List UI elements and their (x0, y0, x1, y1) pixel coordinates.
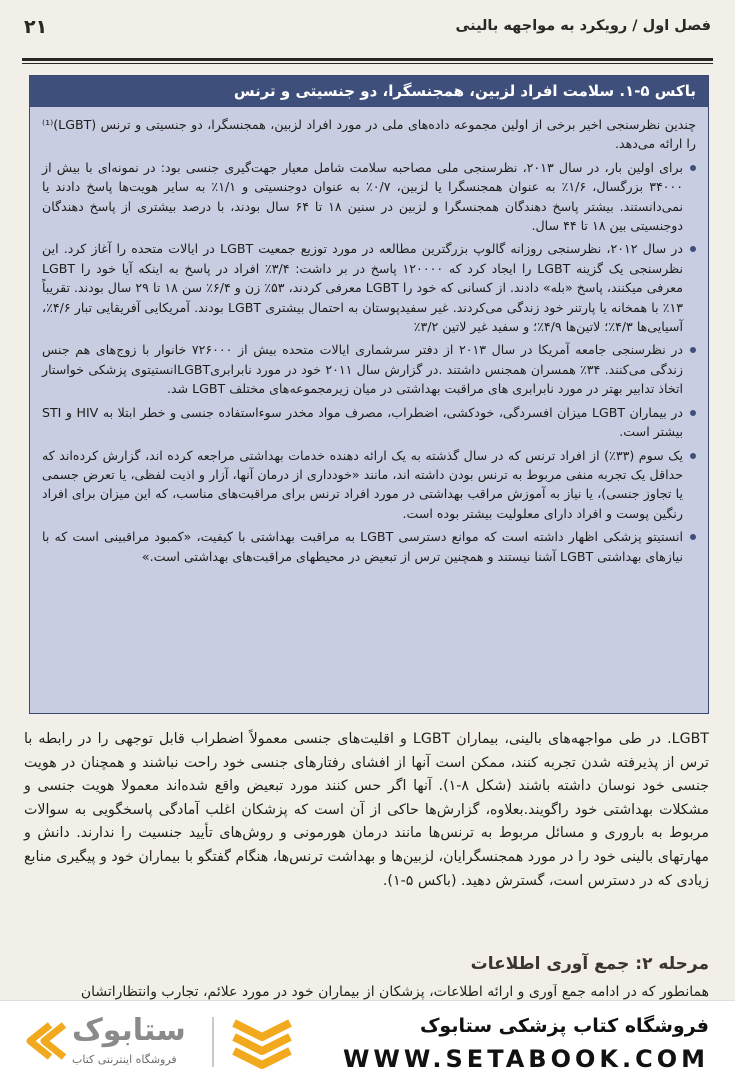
store-logo[interactable] (20, 1011, 300, 1073)
bullet-text: در سال ۲۰۱۲، نظرسنجی روزانه گالوپ بزرگترین مطالعه در مورد توزیع جمعیت LGBT در ایالات متحده را آغاز کرد. این نظرسنجی یک گزینه LGBT را ایجاد کرد که ۱۲۰۰۰۰ پاسخ در بر داشت: ۳/۴٪ افراد در پاسخ به اینکه آیا خود را LGBT معرفی میکنند، پاسخ «بله» دادند. از کسانی که خود را LGBT معرفی کردند، ۵۳٪ زن و ۶/۴٪ سن ۱۸ تا ۲۹ سال بودند. تقریباً ۱۳٪ با همخانه یا پارتنر خود زندگی می‌کردند. غیر سفیدپوستان به احتمال بیشتری LGBT بودند. آمریکایی آفریقایی تبار ۴/۶٪، آسیایی‌ها ۴/۳٪؛ لاتین‌ها ۴/۹٪؛ و سفید غیر لاتین ۳/۲٪ (42, 241, 683, 335)
bullet-text: در بیماران LGBT میزان افسردگی، خودکشی، اضطراب، مصرف مواد مخدر سوءاستفاده جنسی و خطر ابتلا به HIV و STI بیشتر است. (42, 404, 683, 440)
page-header (24, 12, 711, 52)
bullet-dot-icon (690, 165, 696, 171)
book-stack-icon (230, 1015, 294, 1069)
bullet-item (42, 239, 696, 336)
bullet-text: در نظرسنجی جامعه آمریکا در سال ۲۰۱۳ از دفتر سرشماری ایالات متحده بیش از ۷۲۶۰۰۰ خانوار با زوج‌های هم جنس زندگی می‌کنند. ۳۴٪ همسران همجنس داشتند .در گزارش سال ۲۰۱۱ خود در مورد نابرابریLGBTانستیتوی پزشکی خواستار اتخاذ تدابیر بهتر در مورد نابرابری های مراقبت بهداشتی در میان زیرمجموعه‌های مختلف LGBT شد. (42, 342, 683, 397)
bullet-dot-icon (690, 453, 696, 459)
store-url-link[interactable]: WWW.SETABOOK.COM (342, 1045, 709, 1073)
page-number: ۲۱ (24, 16, 48, 38)
chevrons-icon (20, 1021, 66, 1061)
bullet-item (42, 158, 696, 236)
main-text (24, 728, 709, 893)
bullet-item (42, 446, 696, 524)
box-bullet-list (42, 158, 696, 566)
header-rule-thin (22, 63, 713, 64)
bullet-dot-icon (690, 347, 696, 353)
body-paragraph: LGBT. در طی مواجهه‌های بالینی، بیماران LGBT و اقلیت‌های جنسی معمولاً اضطراب قابل توجهی را در رابطه با ترس از پذیرفته شدن تجربه کنند، ممکن است آنها از افشای رفتارهای جنسی خود راحت نباشند و همچنان در هویت جنسی خود نوسان داشته باشند (شکل ۸-۱). آنها اگر حس کنند مورد تبعیض واقع شده‌اند معمولا هویت جنسی و مشکلات بهداشتی خود راگویند.بعلاوه، گزارش‌ها حاکی از آن است که پزشکان اغلب آمادگی پاسخگویی به سوالات مربوط به باروری و مسائل مربوط به ترنس‌ها مانند درمان هورمونی و روش‌های تأیید جنسیت را ندارند. دانش و مهارتهای بالینی خود را در مورد همجنسگرایان، لزبین‌ها و بهداشت ترنس‌ها، هنگام گفتگو با بیماران خود و پیگیری منابع زیادی که در دسترس است، گسترش دهید. (باکس ۵-۱). (24, 731, 709, 889)
box-title: باکس ۵-۱. سلامت افراد لزبین، همجنسگرا، دو جنسیتی و ترنس (30, 76, 708, 107)
logo-wordmark: ستابوک (72, 1013, 186, 1048)
bullet-item (42, 527, 696, 566)
store-banner[interactable] (0, 1000, 735, 1081)
bullet-item (42, 403, 696, 442)
bullet-dot-icon (690, 410, 696, 416)
bullet-dot-icon (690, 246, 696, 252)
box-intro: چندین نظرسنجی اخیر برخی از اولین مجموعه داده‌های ملی در مورد افراد لزبین، همجنسگرا، دو جنسیتی و ترنس (LGBT)⁽¹⁾ را ارائه می‌دهد. (42, 117, 696, 152)
bullet-dot-icon (690, 534, 696, 540)
store-name: فروشگاه کتاب پزشکی ستابوک (419, 1015, 709, 1037)
bullet-text: یک سوم (۳۳٪) از افراد ترنس که در سال گذشته به یک ارائه دهنده خدمات بهداشتی مراجعه کرده اند، گزارش کرده‌اند که حداقل یک تجربه منفی مربوط به ترنس بودن داشته اند، مانند «خودداری از درمان آنها، آزار و اذیت لفظی، یا تعرض جسمی یا تجاوز جنسی)، یا نیاز به آموزش مراقب بهداشتی در مورد افراد ترنس برای مراقبت‌های مناسب، که این میزان برای افراد رنگین پوست و افراد دارای معلولیت بیشتر بوده است. (42, 447, 683, 521)
info-box (29, 75, 709, 714)
logo-tagline: فروشگاه اینترنتی کتاب (72, 1053, 177, 1066)
section-heading: مرحله ۲: جمع آوری اطلاعات (470, 954, 709, 974)
logo-separator (212, 1017, 214, 1067)
chapter-title: فصل اول / رویکرد به مواجهه بالینی (455, 18, 711, 34)
bullet-text: برای اولین بار، در سال ۲۰۱۳، نظرسنجی ملی مصاحبه سلامت شامل معیار جهت‌گیری جنسی بود: در نمونه‌ای با بیش از ۳۴۰۰۰ بزرگسال، ۱/۶٪ به عنوان همجنسگرا یا لزبین، ۰/۷٪ به عنوان دوجنسیتی و ۱/۱٪ به سایر هویت‌ها پاسخ دادند یا نمی‌دانستند. بیشتر پاسخ دهندگان همجنسگرا و لزبین در سنین ۱۸ تا ۶۴ سال بودند، با درصد بیشتری از پاسخ دهندگان دوجنسیتی بین ۱۸ تا ۴۴ سال. (42, 159, 684, 234)
bullet-item (42, 340, 696, 398)
header-rule-thick (22, 58, 713, 61)
box-body (30, 107, 708, 566)
section-first-line: همانطور که در ادامه جمع آوری و ارائه اطلاعات، پزشکان از بیماران خود در مورد علائم، تجارب وانتظاراتشان (80, 984, 709, 1000)
bullet-text: انستیتو پزشکی اظهار داشته است که موانع دسترسی LGBT به مراقبت بهداشتی با کیفیت، «کمبود مراقبینی است که با نیازهای بهداشتی LGBT آشنا نیستند و همچنین ترس از تبعیض در محیطهای مراقبت‌های بهداشتی است.» (42, 529, 683, 564)
